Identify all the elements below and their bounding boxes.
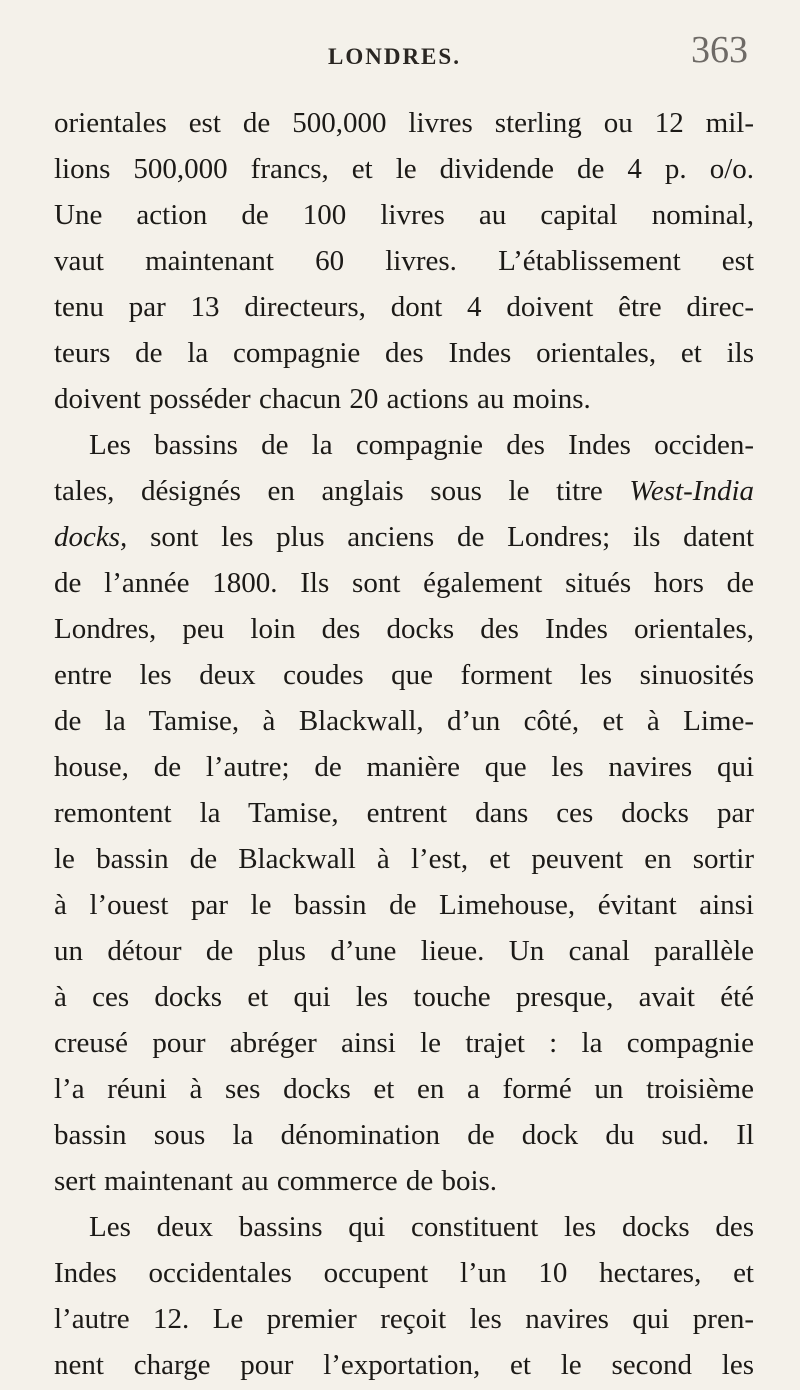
- text-line: entre les deux coudes que forment les sinuosités: [54, 659, 754, 691]
- text-line: orientales est de 500,000 livres sterling ou 12 mil-: [54, 107, 754, 139]
- text-line: l’autre 12. Le premier reçoit les navires qui pren-: [54, 1303, 754, 1335]
- text-line: un détour de plus d’une lieue. Un canal parallèle: [54, 935, 754, 967]
- text-line: doivent posséder chacun 20 actions au moins.: [54, 383, 591, 415]
- text-segment: tales, désignés en anglais sous le titre: [54, 475, 603, 507]
- text-line: Londres, peu loin des docks des Indes orientales,: [54, 613, 754, 645]
- text-line: Indes occidentales occupent l’un 10 hectares, et: [54, 1257, 754, 1289]
- text-line: de l’année 1800. Ils sont également situés hors de: [54, 567, 754, 599]
- text-line: sert maintenant au commerce de bois.: [54, 1165, 498, 1197]
- text-line: de la Tamise, à Blackwall, d’un côté, et à Lime-: [54, 705, 754, 737]
- text-line: tenu par 13 directeurs, dont 4 doivent être direc-: [54, 291, 754, 323]
- text-line: Les bassins de la compagnie des Indes occiden-: [89, 429, 754, 461]
- text-line: remontent la Tamise, entrent dans ces docks par: [54, 797, 754, 829]
- text-line-with-italic: [54, 514, 754, 560]
- body-text: [54, 100, 754, 1388]
- text-line: à ces docks et qui les touche presque, avait été: [54, 981, 754, 1013]
- text-line: nent charge pour l’exportation, et le second les: [54, 1349, 754, 1381]
- text-line: Les deux bassins qui constituent les docks des: [89, 1211, 754, 1243]
- page-header: [0, 24, 800, 84]
- text-line: creusé pour abréger ainsi le trajet : la compagnie: [54, 1027, 754, 1059]
- text-line: l’a réuni à ses docks et en a formé un troisième: [54, 1073, 754, 1105]
- running-head: LONDRES.: [328, 44, 461, 69]
- italic-term: West-India: [629, 475, 755, 507]
- text-line: Une action de 100 livres au capital nominal,: [54, 199, 754, 231]
- text-line: à l’ouest par le bassin de Limehouse, évitant ainsi: [54, 889, 754, 921]
- text-line-with-italic: [54, 468, 754, 514]
- text-line: house, de l’autre; de manière que les navires qui: [54, 751, 754, 783]
- text-line: teurs de la compagnie des Indes orientales, et ils: [54, 337, 754, 369]
- text-segment: sont les plus anciens de Londres; ils datent: [150, 521, 755, 553]
- text-line: lions 500,000 francs, et le dividende de 4 p. o/o.: [54, 153, 754, 185]
- page-number: 363: [691, 29, 748, 71]
- text-line: le bassin de Blackwall à l’est, et peuvent en sortir: [54, 843, 754, 875]
- text-line: bassin sous la dénomination de dock du sud. Il: [54, 1119, 754, 1151]
- italic-term: docks,: [54, 521, 128, 553]
- text-line: vaut maintenant 60 livres. L’établissement est: [54, 245, 754, 277]
